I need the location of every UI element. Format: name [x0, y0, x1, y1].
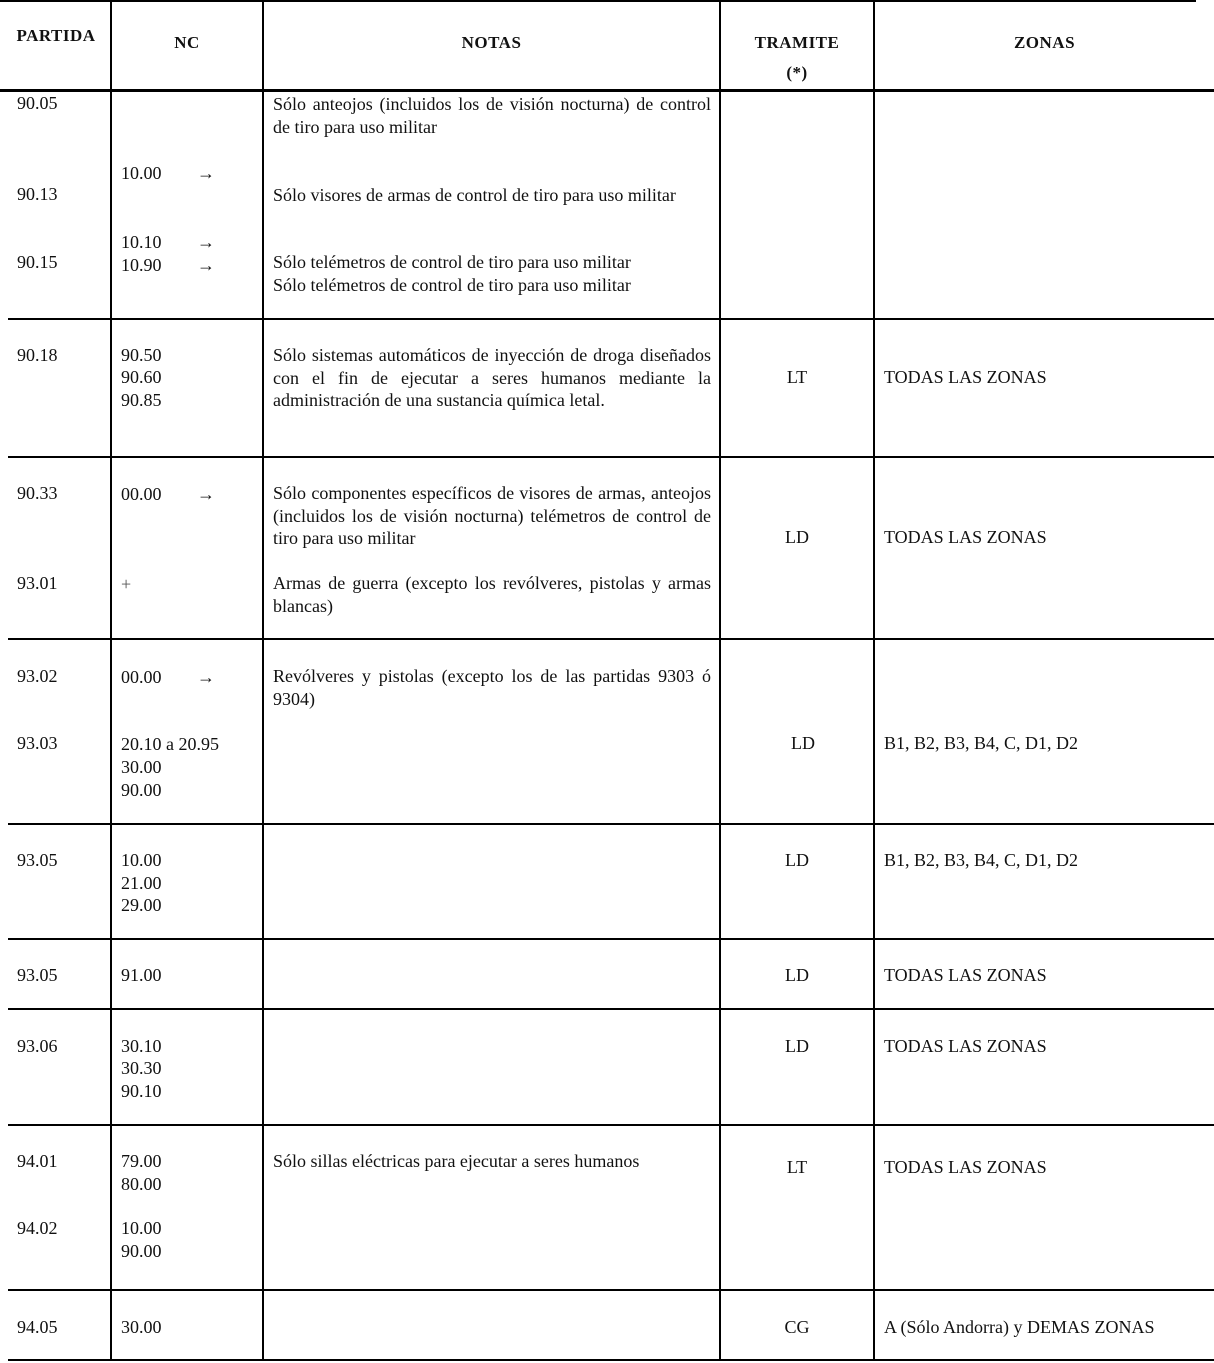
notas-cell: Sólo anteojos (incluidos los de visión nocturna) de control de tiro para uso militar [273, 94, 711, 137]
nc-cell: 29.00 [121, 895, 162, 915]
partida-cell: 94.02 [17, 1218, 58, 1238]
partida-cell: 90.13 [17, 184, 58, 204]
zonas-cell: TODAS LAS ZONAS [884, 527, 1047, 547]
partida-cell: 93.02 [17, 666, 58, 686]
arrow-icon: → [197, 667, 215, 687]
header-zonas: ZONAS [1013, 33, 1076, 52]
partida-cell: 93.03 [17, 733, 58, 753]
nc-cell: + [121, 574, 132, 594]
tramite-cell: LT [786, 367, 808, 387]
notas-cell: Sólo sistemas automáticos de inyección de droga diseñados con el fin de ejecutar a seres humanos mediante la administración de una sustancia química letal. [273, 345, 711, 410]
column-divider [262, 0, 264, 1361]
nc-cell: 30.00 [121, 1317, 162, 1337]
arrow-icon: → [197, 484, 215, 504]
tramite-cell: LD [785, 1036, 809, 1056]
notas-cell: Sólo telémetros de control de tiro para uso militar [273, 252, 631, 272]
partida-cell: 94.01 [17, 1151, 58, 1171]
notas-cell: Sólo visores de armas de control de tiro para uso militar [273, 185, 676, 205]
tramite-cell: LT [786, 1157, 808, 1177]
table-bottom-border [8, 1359, 1214, 1361]
nc-cell: 00.00 [121, 667, 162, 687]
nc-cell: 10.00 [121, 163, 162, 183]
zonas-cell: TODAS LAS ZONAS [884, 1157, 1047, 1177]
nc-cell: 20.10 a 20.95 [121, 734, 219, 754]
zonas-cell: B1, B2, B3, B4, C, D1, D2 [884, 733, 1079, 753]
tramite-cell: LD [791, 733, 815, 753]
partida-cell: 93.01 [17, 573, 58, 593]
row-divider [8, 638, 1214, 640]
partida-cell: 94.05 [17, 1317, 58, 1337]
header-partida: PARTIDA [16, 26, 96, 45]
zonas-cell: TODAS LAS ZONAS [884, 965, 1047, 985]
notas-cell: Sólo componentes específicos de visores de armas, anteojos (incluidos los de visión nocturna) telémetros de control de tiro para uso militar [273, 483, 711, 548]
table-top-border [0, 0, 1196, 2]
zonas-cell: TODAS LAS ZONAS [884, 1036, 1047, 1056]
nc-cell: 90.10 [121, 1081, 162, 1101]
nc-cell: 10.10 [121, 232, 162, 252]
partida-cell: 93.05 [17, 965, 58, 985]
nc-cell: 90.60 [121, 367, 162, 387]
nc-cell: 21.00 [121, 873, 162, 893]
notas-cell: Revólveres y pistolas (excepto los de las partidas 9303 ó 9304) [273, 666, 711, 709]
row-divider [8, 456, 1214, 458]
header-nc: NC [174, 33, 200, 52]
nc-cell: 30.30 [121, 1058, 162, 1078]
header-tramite: TRAMITE [754, 33, 840, 52]
arrow-icon: → [197, 255, 215, 275]
arrow-icon: → [197, 163, 215, 183]
column-divider [873, 0, 875, 1361]
nc-cell: 10.90 [121, 255, 162, 275]
nc-cell: 90.00 [121, 1241, 162, 1261]
partida-cell: 93.05 [17, 850, 58, 870]
nc-cell: 10.00 [121, 850, 162, 870]
nc-cell: 30.10 [121, 1036, 162, 1056]
partida-cell: 90.05 [17, 93, 58, 113]
notas-cell: Armas de guerra (excepto los revólveres, pistolas y armas blancas) [273, 573, 711, 616]
nc-cell: 90.50 [121, 345, 162, 365]
nc-cell: 00.00 [121, 484, 162, 504]
nc-cell: 90.85 [121, 390, 162, 410]
partida-cell: 90.15 [17, 252, 58, 272]
row-divider [8, 1289, 1214, 1291]
partida-cell: 90.18 [17, 345, 58, 365]
notas-cell: Sólo sillas eléctricas para ejecutar a seres humanos [273, 1151, 640, 1171]
row-divider [8, 938, 1214, 940]
row-divider [8, 1008, 1214, 1010]
zonas-cell: TODAS LAS ZONAS [884, 367, 1047, 387]
tramite-cell: LD [785, 850, 809, 870]
zonas-cell: A (Sólo Andorra) y DEMAS ZONAS [884, 1317, 1155, 1337]
header-tramite-note: (*) [786, 63, 808, 82]
partida-cell: 90.33 [17, 483, 58, 503]
arrow-icon: → [197, 232, 215, 252]
nc-cell: 80.00 [121, 1174, 162, 1194]
notas-cell: Sólo telémetros de control de tiro para uso militar [273, 275, 631, 295]
row-divider [8, 823, 1214, 825]
row-divider [8, 318, 1214, 320]
tramite-cell: LD [785, 527, 809, 547]
nc-cell: 91.00 [121, 965, 162, 985]
zonas-cell: B1, B2, B3, B4, C, D1, D2 [884, 850, 1079, 870]
nc-cell: 10.00 [121, 1218, 162, 1238]
nc-cell: 90.00 [121, 780, 162, 800]
row-divider [8, 1124, 1214, 1126]
header-bottom-border [0, 89, 1214, 92]
nc-cell: 79.00 [121, 1151, 162, 1171]
header-notas: NOTAS [461, 33, 522, 52]
nc-cell: 30.00 [121, 757, 162, 777]
partida-cell: 93.06 [17, 1036, 58, 1056]
column-divider [110, 0, 112, 1361]
tramite-cell: LD [785, 965, 809, 985]
tramite-cell: CG [784, 1317, 810, 1337]
